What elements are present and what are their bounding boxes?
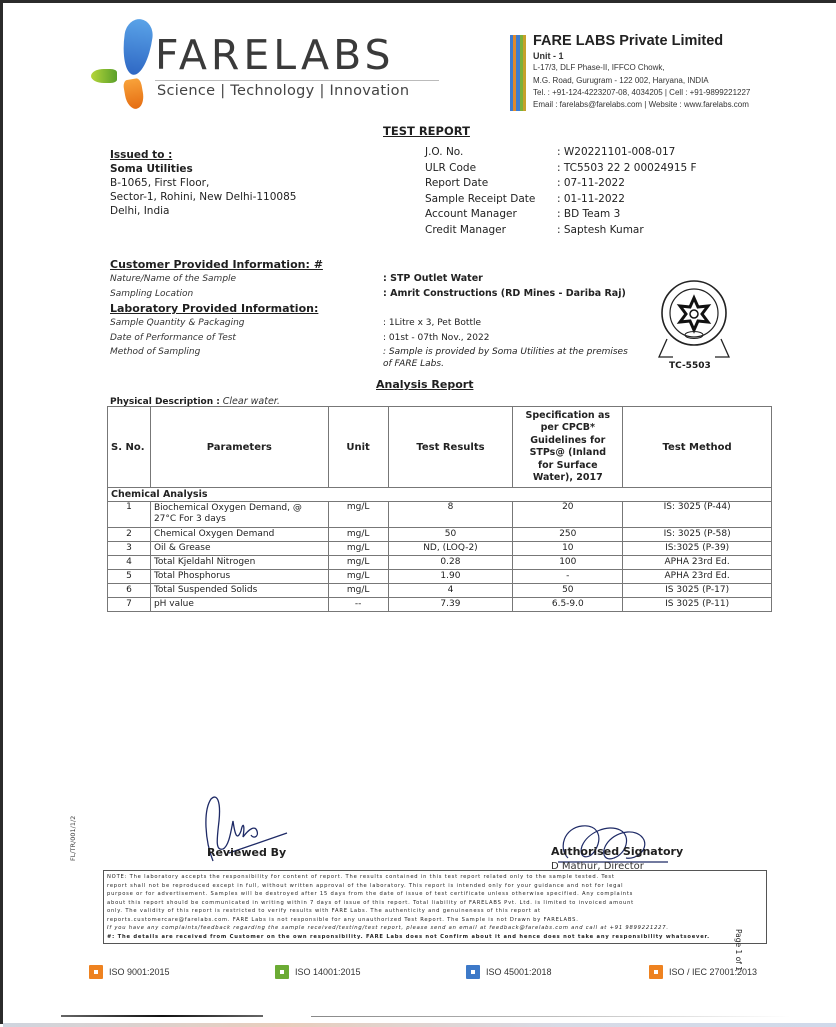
col-header-parameters: Parameters (150, 407, 328, 488)
info-label: Sampling Location (110, 288, 194, 299)
meta-value: : W20221101-008-017 (557, 146, 676, 158)
cell-unit: mg/L (328, 528, 388, 542)
cell-sno: 5 (108, 570, 151, 584)
meta-value: : TC5503 22 2 00024915 F (557, 161, 697, 174)
report-title: TEST REPORT (383, 124, 470, 138)
logo-tagline: Science | Technology | Innovation (157, 83, 410, 99)
info-row (110, 316, 670, 331)
cell-method: IS:3025 (P-39) (623, 542, 772, 556)
note-line: about this report should be communicated in writing within 7 days of issue of this report. Total liability of FARELABS Pvt. Ltd. is limited to invoiced amount (107, 899, 634, 906)
cell-method: IS 3025 (P-17) (623, 584, 772, 598)
director-name: D Mathur, Director (551, 861, 644, 872)
logo-petal-blue-icon (119, 17, 155, 76)
spec-header-line: STPs@ (Inland (529, 447, 607, 458)
seal-code: TC-5503 (669, 361, 711, 371)
table-section-row (108, 488, 772, 502)
iso-label: ISO / IEC 27001:2013 (669, 967, 758, 977)
meta-row-ulr (425, 161, 697, 177)
cell-unit: mg/L (328, 570, 388, 584)
sample-info (110, 257, 670, 370)
meta-label: Sample Receipt Date (425, 192, 536, 205)
customer-info-heading: Customer Provided Information: # (110, 258, 323, 271)
table-row (108, 584, 772, 598)
company-name: FARE LABS Private Limited (533, 33, 724, 49)
table-row (108, 598, 772, 612)
nabl-accreditation-seal (657, 279, 731, 375)
cell-parameter (150, 502, 328, 528)
cell-unit: mg/L (328, 502, 388, 528)
parameter-line: 27°C For 3 days (153, 514, 226, 524)
cell-result: 8 (388, 502, 513, 528)
spec-header-line: Water), 2017 (532, 472, 603, 483)
footer-rule-right (311, 1016, 791, 1017)
col-header-test-method: Test Method (623, 407, 772, 488)
iso-label: ISO 9001:2015 (109, 967, 170, 977)
analysis-report-title: Analysis Report (376, 378, 474, 391)
cell-parameter: Total Kjeldahl Nitrogen (150, 556, 328, 570)
cell-method: IS 3025 (P-11) (623, 598, 772, 612)
spec-header-line: per CPCB* (540, 422, 595, 433)
meta-label: ULR Code (425, 161, 477, 174)
info-label: Method of Sampling (110, 347, 201, 357)
meta-row-receipt-date (425, 192, 697, 208)
cell-spec: 250 (513, 528, 623, 542)
col-header-specification (513, 407, 623, 488)
meta-value: : 01-11-2022 (557, 192, 625, 205)
col-header-sno: S. No. (108, 407, 151, 488)
logo-divider (155, 80, 439, 81)
info-row (110, 345, 670, 360)
meta-label: Report Date (425, 177, 489, 189)
company-address-1: L-17/3, DLF Phase-II, IFFCO Chowk, (533, 63, 665, 73)
cell-spec: 50 (513, 584, 623, 598)
farelabs-logo (85, 17, 455, 107)
cell-parameter: pH value (150, 598, 328, 612)
company-unit: Unit - 1 (533, 51, 564, 61)
meta-label: Account Manager (425, 208, 517, 220)
cell-sno: 1 (108, 502, 151, 528)
cell-result: ND, (LOQ-2) (388, 542, 513, 556)
cell-sno: 6 (108, 584, 151, 598)
cell-parameter: Chemical Oxygen Demand (150, 528, 328, 542)
meta-row-credit-manager (425, 223, 697, 239)
report-meta (425, 145, 697, 238)
reviewed-by-label: Reviewed By (207, 846, 287, 859)
document-code: FL/TR/001/1/2 (69, 815, 77, 861)
meta-row-account-manager (425, 207, 697, 223)
client-name: Soma Utilities (110, 163, 193, 175)
meta-row-jo (425, 145, 697, 161)
info-label: Date of Performance of Test (110, 332, 236, 343)
info-row (110, 331, 670, 346)
table-row (108, 542, 772, 556)
meta-value: : BD Team 3 (557, 208, 621, 220)
note-line: #: The details are received from Customer on the own responsibility. FARE Labs does not Confirm about it and hence does not take any responsibility whatsoever. (107, 933, 710, 940)
cell-result: 7.39 (388, 598, 513, 612)
info-label: Nature/Name of the Sample (110, 274, 237, 284)
client-address-1: B-1065, First Floor, (110, 177, 210, 189)
iso-square-icon (466, 965, 480, 979)
analysis-results-table (107, 406, 772, 612)
cell-spec: 6.5-9.0 (513, 598, 623, 612)
info-value: : STP Outlet Water (383, 273, 483, 284)
spec-header-line: for Surface (538, 459, 598, 471)
cell-parameter: Total Phosphorus (150, 570, 328, 584)
company-color-bars (510, 35, 526, 111)
authorised-signatory-label: Authorised Signatory (551, 845, 684, 858)
issued-to-heading: Issued to : (110, 149, 173, 161)
meta-value: : Saptesh Kumar (557, 223, 644, 236)
cell-spec: 100 (513, 556, 623, 570)
iso-badge-14001 (275, 965, 361, 979)
cell-method: APHA 23rd Ed. (623, 556, 772, 570)
section-label: Chemical Analysis (108, 488, 772, 502)
cell-method: APHA 23rd Ed. (623, 570, 772, 584)
table-row (108, 528, 772, 542)
col-header-unit: Unit (328, 407, 388, 488)
meta-label: J.O. No. (425, 146, 464, 158)
table-row (108, 570, 772, 584)
info-value: : Sample is provided by Soma Utilities at the premises (383, 347, 628, 357)
spec-header-line: Specification as (525, 409, 611, 421)
iso-square-icon (649, 965, 663, 979)
meta-row-report-date (425, 176, 697, 192)
note-line: purpose or for advertisement. Samples will be destroyed after 15 days from the date of issue of test certificate unless otherwise specified. Any complaints (107, 891, 634, 897)
cell-unit: -- (328, 598, 388, 612)
info-value-continued: of FARE Labs. (383, 358, 444, 369)
cell-sno: 4 (108, 556, 151, 570)
cell-sno: 2 (108, 528, 151, 542)
iso-square-icon (89, 965, 103, 979)
info-label: Sample Quantity & Packaging (110, 318, 245, 328)
cell-result: 50 (388, 528, 513, 542)
info-value: : 1Litre x 3, Pet Bottle (383, 318, 482, 328)
iso-badge-9001 (89, 965, 170, 979)
note-line: NOTE: The laboratory accepts the responsibility for content of report. The results contained in this test report related only to the sample tested. Test (107, 874, 615, 880)
lab-info-heading: Laboratory Provided Information: (110, 302, 319, 315)
client-address-3: Delhi, India (110, 205, 170, 217)
cell-sno: 7 (108, 598, 151, 612)
cell-spec: 20 (513, 502, 623, 528)
cell-unit: mg/L (328, 556, 388, 570)
cell-unit: mg/L (328, 542, 388, 556)
info-row (110, 287, 670, 302)
cell-method: IS: 3025 (P-58) (623, 528, 772, 542)
company-phone: Tel. : +91-124-4223207-08, 4034205 | Cell : +91-9899221227 (533, 87, 751, 97)
info-value: : Amrit Constructions (RD Mines - Dariba Raj) (383, 287, 626, 299)
issued-to-block (110, 148, 296, 218)
info-value: : 01st - 07th Nov., 2022 (383, 332, 490, 343)
cell-result: 0.28 (388, 556, 513, 570)
cell-parameter: Oil & Grease (150, 542, 328, 556)
note-line: only. The validity of this report is restricted to verify results with FARE Labs. The authenticity and genuineness of this report at (107, 908, 541, 914)
cell-result: 4 (388, 584, 513, 598)
footer-rule-left (61, 1015, 263, 1017)
table-header-row (108, 407, 772, 488)
company-address-block (533, 33, 803, 111)
iso-square-icon (275, 965, 289, 979)
company-address-2: M.G. Road, Gurugram - 122 002, Haryana, INDIA (533, 75, 709, 85)
cell-result: 1.90 (388, 570, 513, 584)
parameter-line: Biochemical Oxygen Demand, @ (153, 503, 302, 513)
info-row (110, 272, 670, 287)
spec-header-line: Guidelines for (530, 434, 606, 446)
col-header-results: Test Results (388, 407, 513, 488)
note-line: reports.customercare@farelabs.com. FARE Labs is not responsible for any unauthorized Test Report. The Sample is not Drawn by FARELABS. (107, 916, 579, 923)
meta-label: Credit Manager (425, 223, 506, 236)
info-row-continued (110, 360, 670, 370)
iso-badge-27001 (649, 965, 757, 979)
cell-parameter: Total Suspended Solids (150, 584, 328, 598)
iso-label: ISO 45001:2018 (486, 967, 552, 977)
note-line: If you have any complaints/feedback regarding the sample received/testing/test report, please send an email at feedback@farelabs.com and call at +91 9899221227. (107, 925, 669, 931)
page-number: Page 1 of 1 (734, 929, 743, 972)
cell-sno: 3 (108, 542, 151, 556)
company-email-web: Email : farelabs@farelabs.com | Website : www.farelabs.com (533, 100, 749, 110)
physical-description-value: Clear water. (222, 396, 280, 407)
iso-label: ISO 14001:2015 (295, 967, 361, 977)
logo-wordmark: FARELABS (155, 31, 395, 79)
iso-badge-45001 (466, 965, 552, 979)
note-line: report shall not be reproduced except in full, without written approval of the laboratory. This report is intended only for your guidance and not for legal (107, 882, 624, 889)
disclaimer-note-box (103, 870, 767, 944)
logo-petal-orange-icon (123, 78, 146, 111)
logo-petal-green-icon (91, 69, 117, 83)
table-row (108, 502, 772, 528)
cell-unit: mg/L (328, 584, 388, 598)
table-row (108, 556, 772, 570)
cell-spec: - (513, 570, 623, 584)
cell-method: IS: 3025 (P-44) (623, 502, 772, 528)
client-address-2: Sector-1, Rohini, New Delhi-110085 (110, 191, 297, 203)
physical-description-label: Physical Description : (110, 397, 220, 407)
cell-spec: 10 (513, 542, 623, 556)
meta-value: : 07-11-2022 (557, 177, 625, 189)
